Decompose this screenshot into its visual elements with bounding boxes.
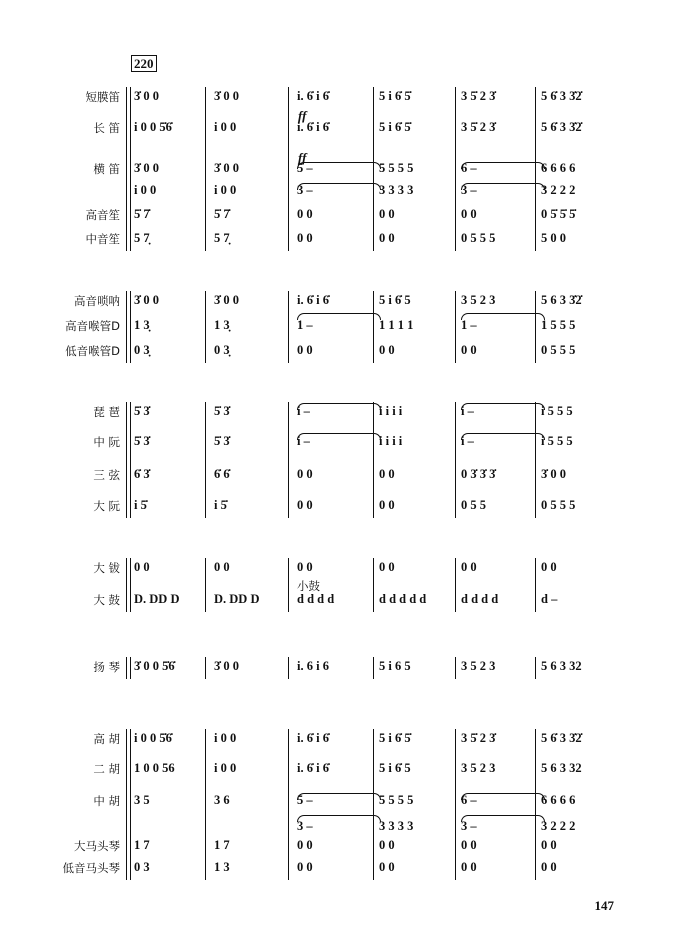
barline [373, 558, 374, 612]
system-bracket-line [126, 657, 127, 679]
measure-cell: 0 5̇ 5̇ 5̇ [541, 207, 576, 221]
system-bracket-inner [130, 291, 131, 363]
system-bracket-line [126, 402, 127, 518]
instrument-label: 中 阮 [93, 435, 120, 449]
measure-cell: 5 7̣ [134, 231, 150, 245]
measure-cell: i – [297, 404, 310, 418]
measure-cell: d d d d [297, 592, 335, 606]
measure-cell: 3 – [297, 819, 313, 833]
measure-cell: 3 5̇ 2 3̇ [461, 731, 496, 745]
measure-cell: 0 5 5 5 [541, 343, 576, 357]
instrument-label: 长 笛 [93, 121, 120, 135]
tie-slur [461, 313, 545, 320]
barline [205, 87, 206, 251]
barline [205, 291, 206, 363]
measure-cell: 3 5 2 3 [461, 659, 496, 673]
measure-cell: 1 0 0 56 [134, 761, 175, 775]
tie-slur [297, 162, 381, 169]
instrument-label: 大 钹 [93, 561, 120, 575]
measure-cell: 0 0 [379, 498, 395, 512]
percussion-note: 小鼓 [297, 579, 320, 593]
measure-cell: 3 – [461, 183, 477, 197]
barline [455, 558, 456, 612]
instrument-label: 三 弦 [93, 468, 120, 482]
measure-cell: 3 6 [214, 793, 230, 807]
barline [205, 729, 206, 880]
measure-cell: 0 0 [297, 560, 313, 574]
measure-cell: 0 0 [214, 560, 230, 574]
measure-cell: 3̇ 0 0 [134, 89, 159, 103]
measure-cell: 0 0 [379, 860, 395, 874]
barline [373, 729, 374, 880]
measure-cell: 0 3̣ [214, 343, 230, 357]
measure-cell: 0 5 5 [461, 498, 486, 512]
measure-cell: 3 5 2 3 [461, 761, 496, 775]
tie-slur [461, 793, 545, 800]
measure-cell: 0 0 [379, 467, 395, 481]
measure-cell: 0 5 5 5 [461, 231, 496, 245]
measure-cell: i – [461, 434, 474, 448]
measure-cell: 5̇ 7̇ [134, 207, 150, 221]
measure-cell: 5 5 5 5 [379, 793, 414, 807]
measure-cell: 3 3 3 3 [379, 183, 414, 197]
instrument-label: 高 胡 [93, 732, 120, 746]
system-bracket-inner [130, 402, 131, 518]
measure-cell: i 0 0 [214, 120, 237, 134]
tie-slur [297, 313, 381, 320]
measure-cell: 5 i 6̇ 5̇ [379, 89, 411, 103]
measure-cell: 1 1 1 1 [379, 318, 414, 332]
tie-slur [461, 403, 545, 410]
measure-cell: i. 6̇ i 6̇ [297, 293, 329, 307]
rehearsal-mark: 220 [131, 55, 157, 72]
barline [205, 558, 206, 612]
measure-cell: 5̇ 3̇ [134, 404, 150, 418]
measure-cell: 3 5̇ 2 3̇ [461, 120, 496, 134]
barline [288, 87, 289, 251]
tie-slur [461, 433, 545, 440]
measure-cell: 0 0 [297, 343, 313, 357]
system-bracket-line [126, 558, 127, 612]
barline [455, 87, 456, 251]
tie-slur [461, 815, 545, 822]
instrument-label: 扬 琴 [93, 660, 120, 674]
barline [455, 291, 456, 363]
barline [288, 291, 289, 363]
measure-cell: 5 6̇ 3 3̇2̇ [541, 731, 582, 745]
instrument-label: 低音马头琴 [62, 861, 120, 875]
barline [535, 87, 536, 251]
barline [205, 402, 206, 518]
measure-cell: 3 5̇ 2 3̇ [461, 89, 496, 103]
measure-cell: i 0 0 5̇6̇ [134, 120, 172, 134]
measure-cell: 3 – [461, 819, 477, 833]
measure-cell: i. 6̇ i 6̇ [297, 761, 329, 775]
measure-cell: 5 6 3 3̇2̇ [541, 293, 582, 307]
measure-cell: i 0 0 [214, 761, 237, 775]
measure-cell: 0 0 [297, 498, 313, 512]
measure-cell: 0 0 [297, 467, 313, 481]
measure-cell: 0 3̇ 3̇ 3̇ [461, 467, 496, 481]
instrument-label: 大马头琴 [74, 839, 120, 853]
instrument-label: 短膜笛 [85, 90, 120, 104]
measure-cell: 5 7̣ [214, 231, 230, 245]
measure-cell: d d d d [461, 592, 499, 606]
barline [455, 729, 456, 880]
instrument-label: 高音喉管D [65, 319, 120, 333]
barline [535, 657, 536, 679]
system-bracket-line [126, 729, 127, 880]
measure-cell: i. 6̇ i 6̇ [297, 120, 329, 134]
measure-cell: 6 6 6 6 [541, 161, 576, 175]
measure-cell: 6̇ 6̇ [214, 467, 230, 481]
instrument-label: 横 笛 [93, 162, 120, 176]
measure-cell: 5 6 3 32 [541, 761, 582, 775]
instrument-label: 大 阮 [93, 499, 120, 513]
measure-cell: 5 6̇ 3 3̇2̇ [541, 89, 582, 103]
measure-cell: 1 5 5 5 [541, 318, 576, 332]
barline [373, 657, 374, 679]
measure-cell: 0 0 [297, 207, 313, 221]
system-bracket-inner [130, 87, 131, 251]
measure-cell: 0 3̣ [134, 343, 150, 357]
system-bracket-inner [130, 657, 131, 679]
measure-cell: 3̇ 0 0 [214, 161, 239, 175]
measure-cell: 0 0 [379, 838, 395, 852]
barline [535, 558, 536, 612]
measure-cell: 3̇ 0 0 [134, 161, 159, 175]
measure-cell: D. DD D [214, 592, 260, 606]
instrument-label: 中音笙 [85, 232, 120, 246]
barline [288, 729, 289, 880]
barline [288, 558, 289, 612]
measure-cell: 1 – [297, 318, 313, 332]
system-bracket-line [126, 87, 127, 251]
measure-cell: 0 0 [461, 838, 477, 852]
barline [373, 87, 374, 251]
barline [535, 291, 536, 363]
measure-cell: 1 7 [134, 838, 150, 852]
instrument-label: 中 胡 [93, 794, 120, 808]
measure-cell: i – [297, 434, 310, 448]
measure-cell: 6 6 6 6 [541, 793, 576, 807]
measure-cell: 5̇ 3̇ [214, 404, 230, 418]
measure-cell: 0 0 [134, 560, 150, 574]
measure-cell: 1 – [461, 318, 477, 332]
measure-cell: 3̇ 0 0 [214, 89, 239, 103]
barline [288, 402, 289, 518]
instrument-label: 大 鼓 [93, 593, 120, 607]
measure-cell: 0 0 [297, 860, 313, 874]
barline [205, 657, 206, 679]
measure-cell: d d d d d [379, 592, 427, 606]
page-number: 147 [594, 898, 614, 913]
measure-cell: 0 0 [461, 860, 477, 874]
measure-cell: 3̇ 0 0 [214, 293, 239, 307]
measure-cell: 5 i 6̇ 5̇ [379, 120, 411, 134]
instrument-label: 二 胡 [93, 762, 120, 776]
barline [373, 291, 374, 363]
measure-cell: i. 6̇ i 6̇ [297, 731, 329, 745]
instrument-label: 高音笙 [85, 208, 120, 222]
measure-cell: 3̇ 0 0 [134, 293, 159, 307]
measure-cell: 1 3̣ [134, 318, 150, 332]
measure-cell: 3̇ 0 0 5̇6̇ [134, 659, 175, 673]
tie-slur [297, 403, 381, 410]
measure-cell: 5 0 0 [541, 231, 566, 245]
measure-cell: i. 6̇ i 6̇ [297, 89, 329, 103]
measure-cell: 0 0 [379, 343, 395, 357]
measure-cell: 3 5 [134, 793, 150, 807]
measure-cell: 5 i 6 5 [379, 659, 411, 673]
measure-cell: 0 5 5 5 [541, 498, 576, 512]
instrument-label: 高音唢呐 [74, 294, 120, 308]
system-bracket-inner [130, 729, 131, 880]
barline [535, 402, 536, 518]
tie-slur [461, 183, 545, 190]
measure-cell: 5 – [297, 161, 313, 175]
measure-cell: 3 2 2 2 [541, 819, 576, 833]
measure-cell: 0 0 [541, 560, 557, 574]
measure-cell: 5 6̇ 3 3̇2̇ [541, 120, 582, 134]
measure-cell: 1 3 [214, 860, 230, 874]
tie-slur [297, 183, 381, 190]
measure-cell: 6̇ 3̇ [134, 467, 150, 481]
measure-cell: i – [461, 404, 474, 418]
measure-cell: i 0 0 [134, 183, 157, 197]
measure-cell: i i i i [379, 404, 403, 418]
measure-cell: 3̇ 0 0 [214, 659, 239, 673]
measure-cell: 1 7 [214, 838, 230, 852]
measure-cell: d – [541, 592, 558, 606]
barline [373, 402, 374, 518]
measure-cell: 0 0 [297, 231, 313, 245]
dynamic-marking: ff [298, 108, 307, 123]
barline [455, 657, 456, 679]
measure-cell: 0 0 [297, 838, 313, 852]
measure-cell: 1 3̣ [214, 318, 230, 332]
measure-cell: 5̇ 3̇ [134, 434, 150, 448]
barline [455, 402, 456, 518]
measure-cell: 5 i 6̇ 5 [379, 761, 411, 775]
measure-cell: i 5̇ [134, 498, 147, 512]
instrument-label: 琵 琶 [93, 405, 120, 419]
barline [288, 657, 289, 679]
measure-cell: 0 0 [461, 560, 477, 574]
measure-cell: 3 5 2 3 [461, 293, 496, 307]
tie-slur [297, 815, 381, 822]
measure-cell: 5 i 6̇ 5 [379, 293, 411, 307]
measure-cell: i 0 0 5̇6̇ [134, 731, 172, 745]
measure-cell: 5̇ 3̇ [214, 434, 230, 448]
measure-cell: 5 i 6̇ 5̇ [379, 731, 411, 745]
barline [535, 729, 536, 880]
tie-slur [297, 793, 381, 800]
measure-cell: 5 5 5 5 [379, 161, 414, 175]
measure-cell: 0 0 [541, 838, 557, 852]
measure-cell: 3 3 3 3 [379, 819, 414, 833]
measure-cell: 0 0 [379, 207, 395, 221]
measure-cell: 5 – [297, 793, 313, 807]
measure-cell: i 5 5 5 [541, 404, 573, 418]
measure-cell: D. DD D [134, 592, 180, 606]
measure-cell: i 5 5 5 [541, 434, 573, 448]
system-bracket-line [126, 291, 127, 363]
dynamic-marking: ff [298, 150, 307, 165]
measure-cell: 0 0 [461, 207, 477, 221]
measure-cell: 0 0 [541, 860, 557, 874]
measure-cell: i 5̇ [214, 498, 227, 512]
measure-cell: 0 0 [461, 343, 477, 357]
tie-slur [297, 433, 381, 440]
measure-cell: 5̇ 7̇ [214, 207, 230, 221]
measure-cell: 5 6 3 32 [541, 659, 582, 673]
measure-cell: 3 2 2 2 [541, 183, 576, 197]
system-bracket-inner [130, 558, 131, 612]
measure-cell: 6 – [461, 793, 477, 807]
measure-cell: i i i i [379, 434, 403, 448]
measure-cell: i. 6 i 6 [297, 659, 329, 673]
measure-cell: 0 0 [379, 560, 395, 574]
measure-cell: 3̇ 0 0 [541, 467, 566, 481]
measure-cell: 6 – [461, 161, 477, 175]
measure-cell: i 0 0 [214, 183, 237, 197]
measure-cell: i 0 0 [214, 731, 237, 745]
measure-cell: 0 3 [134, 860, 150, 874]
measure-cell: 3 – [297, 183, 313, 197]
instrument-label: 低音喉管D [65, 344, 120, 358]
measure-cell: 0 0 [379, 231, 395, 245]
tie-slur [461, 162, 545, 169]
